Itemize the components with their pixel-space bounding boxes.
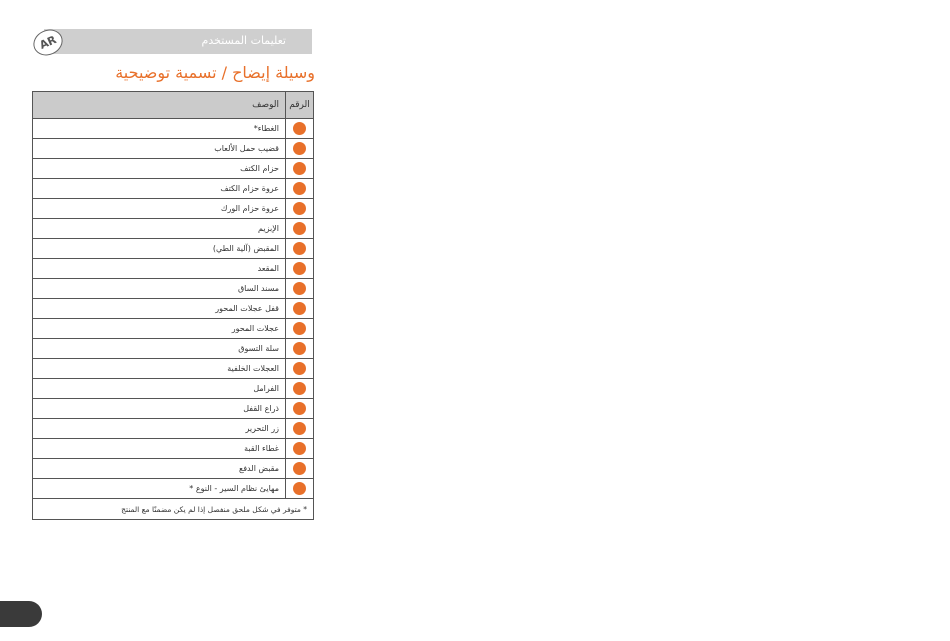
table-row [33,219,314,239]
part-marker-dot-icon [293,382,306,395]
part-description: عجلات المحور [33,319,286,339]
part-number-cell [286,159,314,179]
part-marker-dot-icon [293,202,306,215]
part-number-cell [286,399,314,419]
part-description: حزام الكتف [33,159,286,179]
table-row [33,459,314,479]
part-number-cell [286,279,314,299]
part-marker-dot-icon [293,422,306,435]
header-bar [44,29,312,54]
column-header-description: الوصف [33,92,286,119]
part-description: عروة حزام الكتف [33,179,286,199]
table-row [33,139,314,159]
table-row [33,299,314,319]
table-row [33,119,314,139]
table-row [33,479,314,499]
part-marker-dot-icon [293,442,306,455]
header-title: تعليمات المستخدم [201,34,286,47]
part-description: الإبزيم [33,219,286,239]
part-description: مهايئ نظام السير - النوع * [33,479,286,499]
part-marker-dot-icon [293,242,306,255]
part-description: المقبض (آلية الطي) [33,239,286,259]
part-number-cell [286,439,314,459]
part-marker-dot-icon [293,322,306,335]
part-description: الفرامل [33,379,286,399]
part-description: سلة التسوق [33,339,286,359]
part-number-cell [286,359,314,379]
part-marker-dot-icon [293,182,306,195]
footnote-text: * متوفر في شكل ملحق منفصل إذا لم يكن مضمنًا مع المنتج [33,499,314,520]
table-row [33,379,314,399]
part-description: غطاء القبة [33,439,286,459]
language-badge: AR [29,25,67,60]
part-number-cell [286,299,314,319]
part-marker-dot-icon [293,342,306,355]
part-marker-dot-icon [293,122,306,135]
part-description: زر التحرير [33,419,286,439]
part-marker-dot-icon [293,482,306,495]
section-title: وسيلة إيضاح / تسمية توضيحية [115,63,315,82]
table-row [33,179,314,199]
table-row [33,239,314,259]
table-row [33,439,314,459]
table-row [33,419,314,439]
part-marker-dot-icon [293,462,306,475]
part-description: عروة حزام الورك [33,199,286,219]
part-number-cell [286,119,314,139]
part-marker-dot-icon [293,262,306,275]
part-number-cell [286,459,314,479]
part-description: قضيب حمل الألعاب [33,139,286,159]
page-number-tab [0,601,42,627]
part-description: العجلات الخلفية [33,359,286,379]
part-description: قفل عجلات المحور [33,299,286,319]
table-row [33,339,314,359]
table-row [33,279,314,299]
part-number-cell [286,219,314,239]
table-header-row [33,92,314,119]
part-number-cell [286,479,314,499]
part-number-cell [286,419,314,439]
part-number-cell [286,319,314,339]
part-number-cell [286,379,314,399]
part-number-cell [286,199,314,219]
part-marker-dot-icon [293,402,306,415]
table-row [33,199,314,219]
part-marker-dot-icon [293,302,306,315]
part-marker-dot-icon [293,162,306,175]
part-marker-dot-icon [293,142,306,155]
part-description: ذراع القفل [33,399,286,419]
column-header-number: الرقم [286,92,314,119]
part-marker-dot-icon [293,362,306,375]
part-number-cell [286,339,314,359]
part-number-cell [286,139,314,159]
part-description: الغطاء* [33,119,286,139]
part-number-cell [286,239,314,259]
part-description: مقبض الدفع [33,459,286,479]
parts-table-body [33,119,314,499]
part-description: المقعد [33,259,286,279]
part-number-cell [286,259,314,279]
table-row [33,159,314,179]
part-number-cell [286,179,314,199]
part-marker-dot-icon [293,282,306,295]
part-marker-dot-icon [293,222,306,235]
table-row [33,319,314,339]
table-row [33,399,314,419]
footnote-row [33,499,314,520]
table-row [33,359,314,379]
table-row [33,259,314,279]
parts-legend-table [32,91,314,520]
part-description: مسند الساق [33,279,286,299]
